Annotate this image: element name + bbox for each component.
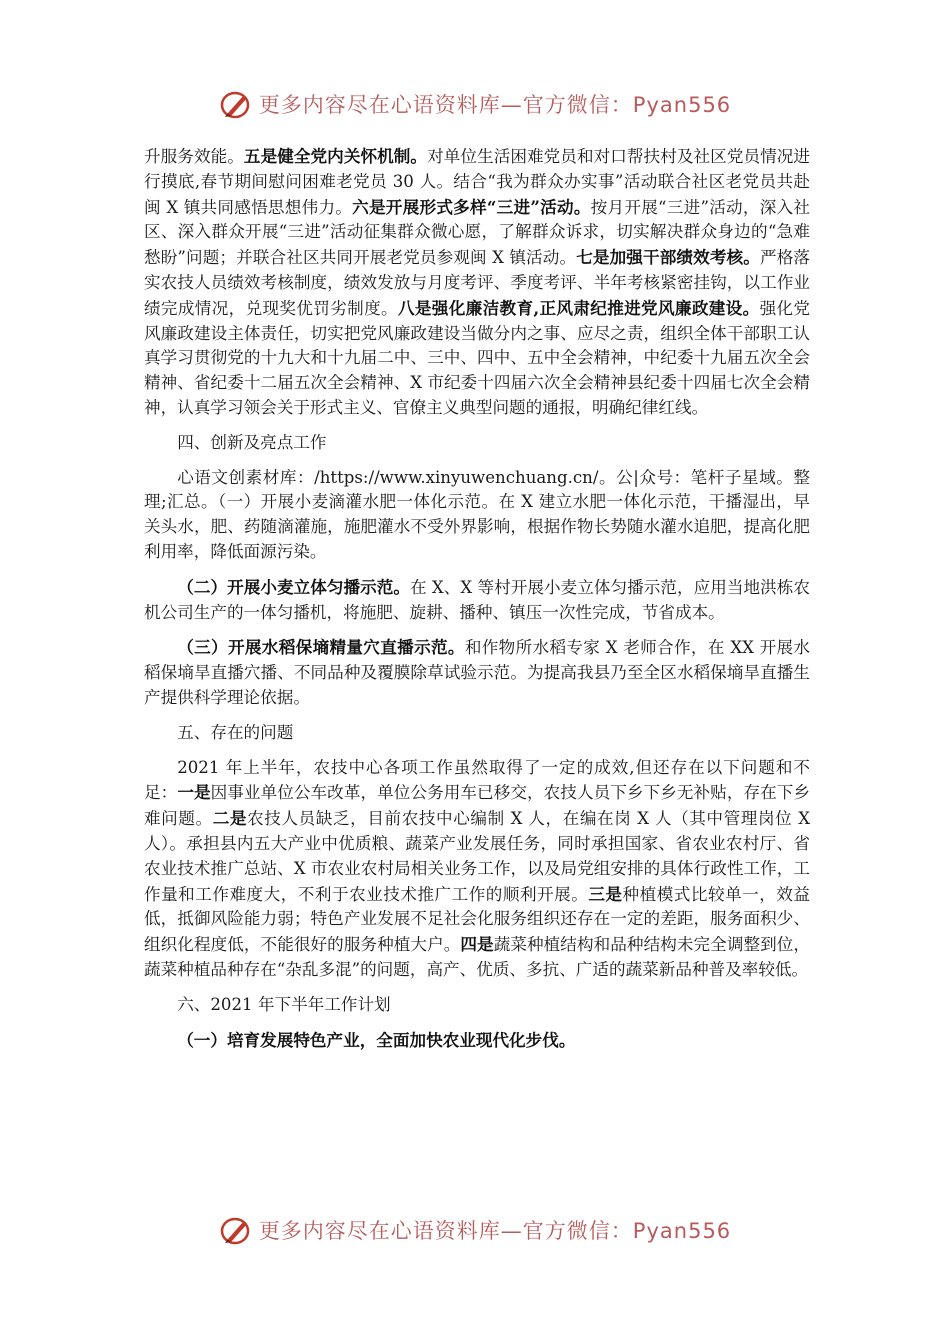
text-run: 按月开展“三进”活动，深入社区、深入群众开展“三进”活动征集群众微心愿，了解群众诉求，切实解决群众身边的“急难愁盼”问题；并联合社区共同开展老党员参观闽 X 镇活动。 <box>144 197 810 268</box>
bold-text: （三）开展水稻保墒精量穴直播示范。 <box>177 637 465 658</box>
text-run: 六、2021 年下半年工作计划 <box>177 994 391 1014</box>
text-run: 强化党风廉政建设主体责任，切实把党风廉政建设当做分内之事、应尽之责，组织全体干部职工认真学习贯彻党的十九大和十九届二中、三中、四中、五中全会精神，中纪委十九届五次全会精神、省纪委十二届五次全会精神、X 市纪委十四届六次全会精神县纪委十四届七次全会精神，认真学习领会关于形式主义、官僚主义典型问题的通报，明确纪律红线。 <box>144 298 811 417</box>
section-heading <box>144 993 810 1018</box>
paragraph <box>144 635 810 710</box>
bold-text: （一）培育发展特色产业，全面加快农业现代化步伐。 <box>177 1029 576 1050</box>
header-banner <box>0 84 950 124</box>
bold-text: 一是 <box>177 782 211 803</box>
text-run: 种植模式比较单一，效益低，抵御风险能力弱；特色产业发展不足社会化服务组织还存在一定的差距，服务面积少、组织化程度低，不能很好的服务种植大户。 <box>144 884 811 955</box>
section-heading <box>144 721 810 746</box>
text-run: 心语文创素材库：/https://www.xinyuwenchuang.cn/。公|众号：笔杆子星域。整理;汇总。（一）开展小麦滴灌水肥一体化示范。在 X 建立水肥一体化示范，干播湿出，早关头水，肥、药随滴灌施，施肥灌水不受外界影响，根据作物长势随水灌水追肥，提高化肥利用率，降低面源污染。 <box>144 467 810 561</box>
bold-text: 六是开展形式多样“三进”活动。 <box>352 196 591 217</box>
text-run: 蔬菜种植结构和品种结构未完全调整到位，蔬菜种植品种存在“杂乱多混”的问题，高产、优质、多抗、广适的蔬菜新品种普及率较低。 <box>144 935 811 979</box>
text-run: 对单位生活困难党员和对口帮扶村及社区党员情况进行摸底,春节期间慰问困难老党员 30 人。结合“我为群众办实事”活动联合社区老党员共赴闽 X 镇共同感悟思想伟力。 <box>144 147 811 217</box>
section-heading <box>144 431 810 456</box>
bold-text: （二）开展小麦立体匀播示范。 <box>177 576 410 597</box>
paragraph <box>144 144 810 421</box>
banner-text: 更多内容尽在心语资料库—官方微信：Pyan556 <box>258 1219 732 1243</box>
text-run: 农技人员缺乏，目前农技中心编制 X 人，在编在岗 X 人（其中管理岗位 X 人）。承担县内五大产业中优质粮、蔬菜产业发展任务，同时承担国家、省农业农村厅、省农业技术推广总站、X 市农业农村局相关业务工作，以及局党组安排的具体行政性工作，工作量和工作难度大，不利于农业技术推广工作的顺利开展。 <box>144 809 811 904</box>
paragraph <box>144 756 810 983</box>
bold-text: 二是 <box>212 808 248 829</box>
text-run: 严格落实农技人员绩效考核制度，绩效发放与月度考评、季度考评、半年考核紧密挂钩，以工作业绩完成情况，兑现奖优罚劣制度。 <box>144 248 810 318</box>
bold-text: 八是强化廉洁教育,正风肃纪推进党风廉政建设。 <box>397 297 760 318</box>
text-run: 升服务效能。 <box>144 147 244 166</box>
bold-text: 三是 <box>588 883 623 904</box>
banner-text: 更多内容尽在心语资料库—官方微信：Pyan556 <box>258 93 732 117</box>
paragraph <box>144 575 810 626</box>
bold-text: 四是 <box>460 934 494 955</box>
text-run: 和作物所水稻专家 X 老师合作，在 XX 开展水稻保墒旱直播穴播、不同品种及覆膜除草试验示范。为提高我县乃至全区水稻保墒旱直播生产提供科学理论依据。 <box>144 638 811 707</box>
text-run: 五、存在的问题 <box>177 722 294 742</box>
document-body <box>144 144 810 1053</box>
bold-text: 七是加强干部绩效考核。 <box>576 247 760 268</box>
pen-logo-icon <box>219 87 253 121</box>
text-run: 在 X、X 等村开展小麦立体匀播示范，应用当地洪栋农机公司生产的一体匀播机，将施肥、旋耕、播种、镇压一次性完成，节省成本。 <box>144 577 810 622</box>
text-run: 因事业单位公车改革，单位公务用车已移交，农技人员下乡下乡无补贴，存在下乡难问题。 <box>144 783 811 829</box>
paragraph <box>144 1028 810 1054</box>
bold-text: 五是健全党内关怀机制。 <box>243 146 428 166</box>
pen-logo-icon <box>219 1213 253 1247</box>
paragraph <box>144 466 810 565</box>
text-run: 四、创新及亮点工作 <box>177 432 327 452</box>
text-run: 2021 年上半年，农技中心各项工作虽然取得了一定的成效,但还存在以下问题和不足： <box>144 757 810 803</box>
footer-banner <box>0 1210 950 1250</box>
